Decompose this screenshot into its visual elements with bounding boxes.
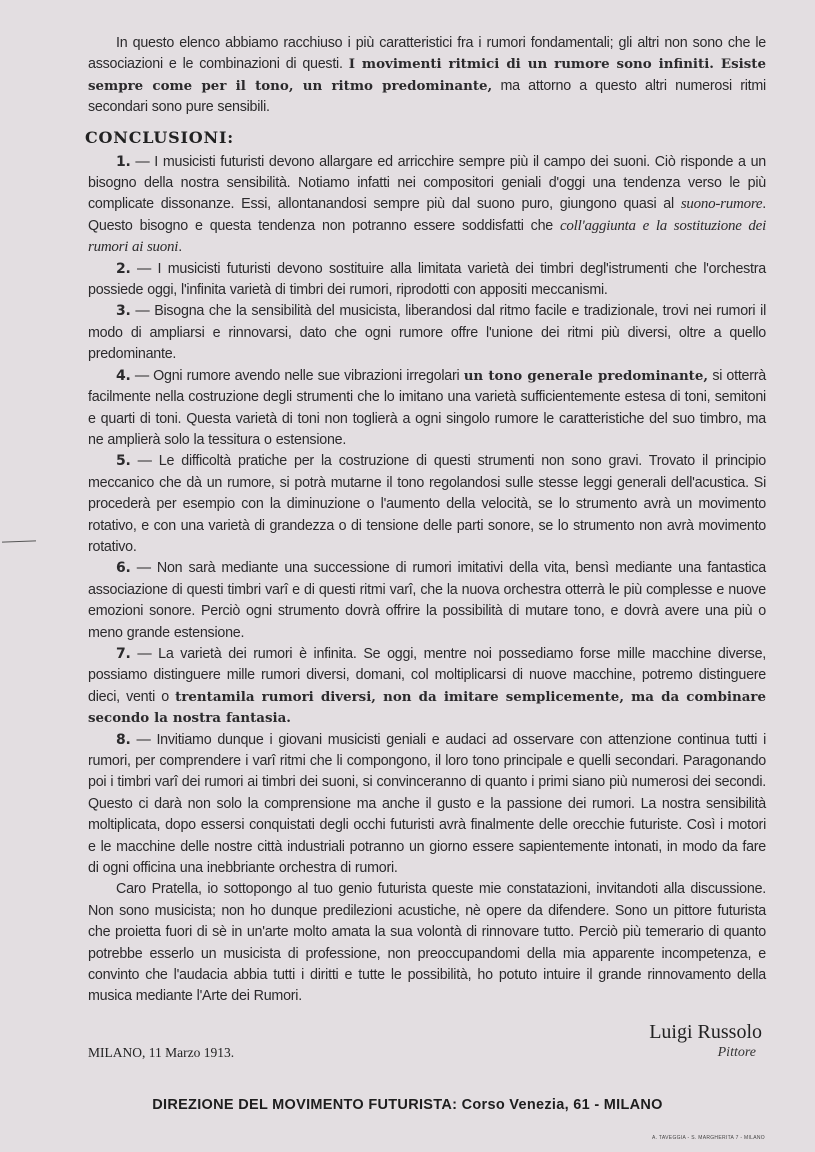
- text-segment: Caro Pratella, io sottopongo al tuo genio futurista queste mie constatazioni, invitandoti alla discussione. Non sono musicista; non ho dunque predilezioni acustiche, nè opere da difendere. Sono un pittore futurista che proietta fuori di sè in un'arte molto amata la sua volontà di rinnovare tutto. Perciò più temerario di quanto potrebbe esserlo un musicista di professione, non preoccupandomi della mia apparente incompetenza, e convinto che l'audacia abbia tutti i diritti e tutte le possibilità, ho potuto intuire il grande rinnovamento della musica mediante l'Arte dei Rumori.: [88, 881, 766, 1005]
- document-body: [85, 33, 767, 1008]
- text-segment: — La varietà dei rumori è infinita. Se oggi, mentre noi possediamo forse mille macchine diverse, possiamo distinguere mille rumori diversi, domani, col moltiplicarsi di nuove macchine, potremo distinguere dieci, venti o: [88, 645, 766, 705]
- signature-role: Pittore: [717, 1044, 756, 1060]
- text-segment: ma attorno a questo altri numerosi ritmi secondari sono pure sensibili.: [88, 77, 766, 116]
- italic-text: coll'aggiunta e la sostituzione dei rumori ai suoni: [88, 217, 767, 256]
- signature-name: Luigi Russolo: [649, 1020, 762, 1043]
- intro-paragraph: [88, 33, 766, 119]
- bold-text: un tono generale predominante,: [463, 367, 709, 384]
- signature: [649, 1020, 762, 1062]
- conclusion-number: 4.: [116, 367, 131, 384]
- text-segment: — Le difficoltà pratiche per la costruzione di questi strumenti non sono gravi. Trovato il principio meccanico che dà un rumore, si potrà mutarne il tono regolandosi sulle stesse leggi generali dell'acustica. Si procederà per esempio con la diminuzione o l'aumento della velocità, se lo strumento avrà un movimento rotativo, e con una varietà di grandezza o di tensione delle parti sonore, se lo strumento non avrà movimento rotativo.: [88, 453, 766, 555]
- conclusion-item: [88, 301, 766, 365]
- conclusion-number: 1.: [116, 153, 131, 170]
- conclusions-list: [88, 152, 766, 880]
- bold-text: I movimenti ritmici di un rumore sono infiniti. Esiste sempre come per il tono, un ritmo predominante,: [88, 56, 766, 94]
- conclusions-heading: CONCLUSIONI:: [85, 127, 234, 147]
- text-segment: In questo elenco abbiamo racchiuso i più caratteristici fra i rumori fondamentali; gli altri non sono che le associazioni e le combinazioni di questi.: [88, 35, 766, 73]
- printer-row: [0, 1126, 815, 1152]
- closing-paragraph: [88, 879, 766, 1007]
- conclusion-number: 2.: [116, 260, 131, 277]
- text-segment: — Bisogna che la sensibilità del musicista, liberandosi dal ritmo facile e tradizionale, trovi nei rumori il modo di ampliarsi e rinnovarsi, dato che ogni rumore offre l'unione dei ritmi più diversi, oltre a quello predominante.: [88, 303, 766, 363]
- conclusion-item: [88, 644, 766, 730]
- footer-address: DIREZIONE DEL MOVIMENTO FUTURISTA: Corso Venezia, 61 - MILANO: [152, 1096, 663, 1113]
- date-line: MILANO, 11 Marzo 1913.: [88, 1044, 235, 1060]
- text-segment: — Non sarà mediante una successione di rumori imitativi della vita, bensì mediante una fantastica associazione di questi timbri varî e di questi ritmi varî, che la nuova orchestra otterrà le più complesse e nuove emozioni sonore. Perciò ogni strumento dovrà offrire la possibilità di mutare tono, e dovrà avere una più o meno grande estensione.: [88, 560, 766, 641]
- conclusion-item: [88, 152, 766, 259]
- conclusion-number: 8.: [116, 731, 131, 748]
- text-segment: — I musicisti futuristi devono sostituire alla limitata varietà dei timbri degl'istrumenti che l'orchestra possiede oggi, l'infinita varietà di timbri dei rumori, riprodotti con appositi meccanismi.: [88, 260, 766, 299]
- printer-mark: A. TAVEGGIA - S. MARGHERITA 7 - MILANO: [652, 1134, 765, 1141]
- conclusion-number: 3.: [116, 303, 131, 320]
- conclusion-item: [88, 451, 766, 558]
- conclusion-number: 5.: [116, 453, 131, 470]
- conclusion-number: 7.: [116, 645, 131, 662]
- text-segment: . Questo bisogno e questa tendenza non potranno essere soddisfatti che: [88, 196, 766, 234]
- text-segment: — I musicisti futuristi devono allargare ed arricchire sempre più il campo dei suoni. Ciò risponde a un bisogno della nostra sensibilità. Notiamo infatti nei compositori geniali d'oggi una tendenza verso le più complicate dissonanze. Essi, allontanandosi sempre più dal suono puro, giungono quasi al: [88, 153, 766, 213]
- signature-block: [88, 1020, 766, 1062]
- text-segment: — Ogni rumore avendo nelle sue vibrazioni irregolari: [130, 367, 464, 384]
- italic-text: suono-rumore: [680, 196, 763, 213]
- bold-text: trentamila rumori diversi, non da imitare semplicemente, ma da combinare secondo la nostra fantasia.: [88, 688, 767, 727]
- text-segment: .: [178, 239, 182, 256]
- conclusion-item: [88, 730, 766, 880]
- text-segment: — Invitiamo dunque i giovani musicisti geniali e audaci ad osservare con attenzione continua tutti i rumori, per comprendere i varî ritmi che li compongono, il loro tono principale e quelli secondari. Paragonando poi i timbri varî dei rumori ai timbri dei suoni, si convinceranno di quanto i primi siano più numerosi dei secondi. Questo ci darà non solo la comprensione ma anche il gusto e la passione dei rumori. La nostra sensibilità moltiplicata, dopo essersi conquistati degli occhi futuristi avrà finalmente delle orecchie futuriste. Così i motori e le macchine delle nostre città industriali potranno un giorno essere sapientemente intonati, in modo da fare di ogni officina una inebbriante orchestra di rumori.: [88, 731, 766, 877]
- conclusion-item: [88, 558, 766, 644]
- conclusion-number: 6.: [116, 560, 131, 577]
- conclusion-item: [88, 259, 766, 302]
- text-segment: si otterrà facilmente nella costruzione degli strumenti che lo imitano una varietà sufficientemente estesa di toni, semitoni e quarti di toni. Questa varietà di toni non toglierà a ogni singolo rumore le caratteristiche del suo timbro, ma ne amplierà solo la tessitura o estensione.: [88, 367, 766, 448]
- conclusion-item: [88, 366, 766, 452]
